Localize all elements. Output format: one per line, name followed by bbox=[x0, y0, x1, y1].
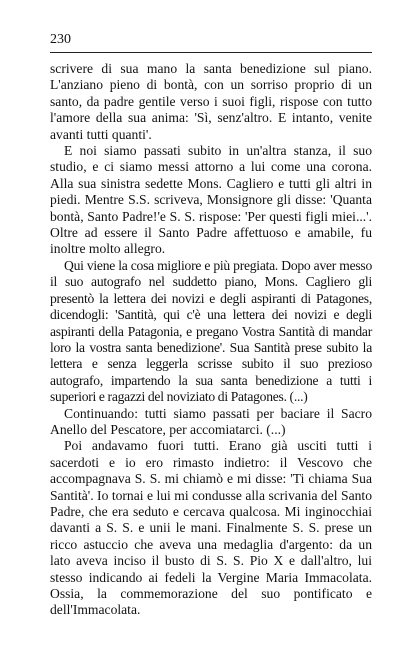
paragraph-1: scrivere di sua mano la santa benedizione sul piano. L'anziano pieno di bontà, con un sorriso proprio di un santo, da padre gentile verso i suoi figli, rispose con tutto l'amore della sua anima: 'Sì, senz'altro. E intanto, venite avanti tutti quanti'. bbox=[50, 61, 372, 142]
paragraph-3: Qui viene la cosa migliore e più pregiata. Dopo aver messo il suo autografo nel suddetto piano, Mons. Cagliero gli presentò la lettera dei novizi e degli aspiranti di Patagones, dicendogli: 'Santità, qui c'è una lettera dei novizi e degli aspiranti della Patagonia, e pregano Vostra Santità di mandar loro la vostra santa benedizione'. Sua Santità prese subito la lettera e senza leggerla scrisse subito il suo prezioso autografo, impartendo la sua santa benedizione a tutti i superiori e ragazzi del noviziato di Patagones. (...) bbox=[50, 257, 372, 405]
body-text bbox=[50, 61, 372, 619]
paragraph-2: E noi siamo passati subito in un'altra stanza, il suo studio, e ci siamo messi attorno a lui come una corona. Alla sua sinistra sedette Mons. Cagliero e tutti gli altri in piedi. Mentre S.S. scriveva, Monsignore gli disse: 'Quanta bontà, Santo Padre!'e S. S. rispose: 'Per questi figli miei...'. Oltre ad essere il Santo Padre affettuoso e amabile, fu inoltre molto allegro. bbox=[50, 143, 372, 257]
page-number: 230 bbox=[50, 32, 71, 47]
paragraph-4: Continuando: tutti siamo passati per baciare il Sacro Anello del Pescatore, per accomiatarci. (...) bbox=[50, 405, 372, 437]
book-page bbox=[50, 30, 372, 619]
paragraph-5: Poi andavamo fuori tutti. Erano già usciti tutti i sacerdoti e io ero rimasto indietro: il Vescovo che accompagnava S. S. mi chiamò e mi disse: 'Ti chiama Sua Santità'. Io tornai e lui mi condusse alla scrivania del Santo Padre, che era seduto e cercava qualcosa. Mi inginocchiai davanti a S. S. e unii le mani. Finalmente S. S. prese un ricco astuccio che aveva una medaglia d'argento: da un lato aveva inciso il busto di S. S. Pio X e dall'altro, lui stesso indicando ai fedeli la Vergine Maria Immacolata. Ossia, la commemorazione del suo pontificato e dell'Immacolata. bbox=[50, 438, 372, 618]
page-header bbox=[50, 30, 372, 53]
